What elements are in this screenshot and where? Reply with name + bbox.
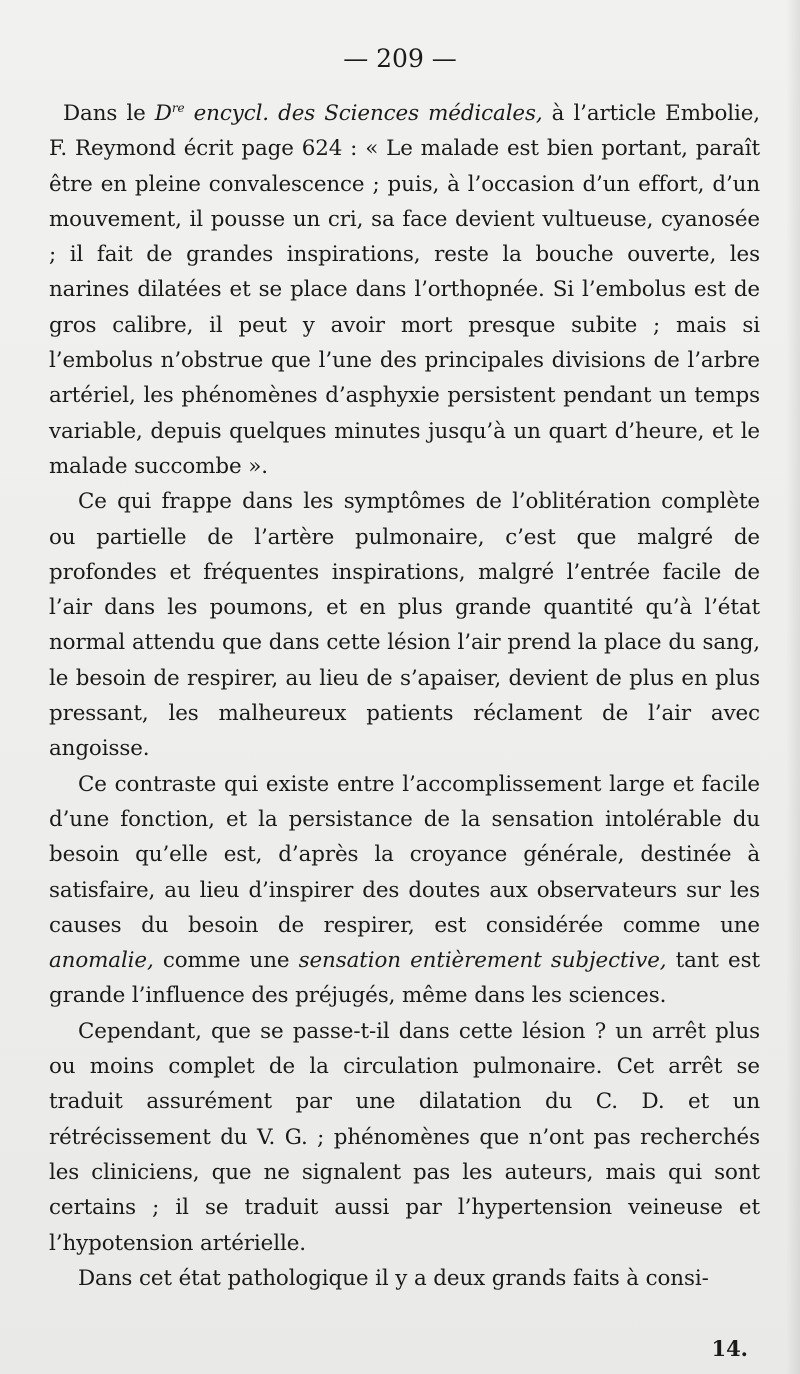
italic-text: encycl. des Sciences médicales, bbox=[184, 101, 543, 126]
italic-text: anomalie, bbox=[49, 948, 154, 974]
page-edge-shadow bbox=[786, 0, 800, 1374]
text-segment: Dans cet état pathologique il y a deux grands faits à consi- bbox=[78, 1265, 709, 1291]
italic-text: sensation entièrement subjective, bbox=[298, 948, 667, 974]
text-segment: tant est grande l’influence des préjugés, même dans les sciences. bbox=[49, 948, 760, 1009]
text-segment: comme une bbox=[153, 948, 299, 974]
paragraph bbox=[49, 96, 760, 484]
italic-text: D bbox=[154, 101, 172, 126]
text-segment: Cependant, que se passe-t-il dans cette lésion ? un arrêt plus ou moins complet de la circulation pulmonaire. Cet arrêt se traduit assurément par une dilatation du C. D. et un rétrécissement du V. G. ; phénomènes que n’ont pas recherchés les cliniciens, que ne signalent pas les auteurs, mais qui sont certains ; il se traduit aussi par l’hypertension veineuse et l’hypotension artérielle. bbox=[49, 1018, 760, 1256]
body-text bbox=[49, 96, 760, 1296]
signature-mark: 14. bbox=[711, 1336, 748, 1361]
paragraph bbox=[49, 484, 760, 766]
paragraph bbox=[49, 1261, 760, 1296]
text-segment: Dans le bbox=[63, 101, 155, 126]
text-segment: Ce qui frappe dans les symptômes de l’oblitération complète ou partielle de l’artère pulmonaire, c’est que malgré de profondes et fréquentes inspirations, malgré l’entrée facile de l’air dans les poumons, et en plus grande quantité qu’à l’état normal attendu que dans cette lésion l’air prend la place du sang, le besoin de respirer, au lieu de s’apaiser, devient de plus en plus pressant, les malheureux patients réclament de l’air avec angoisse. bbox=[49, 489, 760, 762]
paragraph bbox=[49, 767, 760, 1014]
page-number: — 209 — bbox=[343, 44, 457, 73]
text-segment: Ce contraste qui existe entre l’accomplissement large et facile d’une fonction, et la persistance de la sensation intolérable du besoin qu’elle est, d’après la croyance générale, destinée à satisfaire, au lieu d’inspirer des doutes aux observateurs sur les causes du besoin de respirer, est considérée comme une bbox=[49, 771, 760, 938]
italic-text: re bbox=[171, 100, 185, 115]
text-segment: à l’article Embolie, F. Reymond écrit page 624 : « Le malade est bien portant, paraît être en pleine convalescence ; puis, à l’occasion d’un effort, d’un mouvement, il pousse un cri, sa face devient vultueuse, cyanosée ; il fait de grandes inspirations, reste la bouche ouverte, les narines dilatées et se place dans l’orthopnée. Si l’embolus est de gros calibre, il peut y avoir mort presque subite ; mais si l’embolus n’obstrue que l’une des principales divisions de l’arbre artériel, les phénomènes d’asphyxie persistent pendant un temps variable, depuis quelques minutes jusqu’à un quart d’heure, et le malade succombe ». bbox=[49, 101, 760, 479]
paragraph bbox=[49, 1014, 760, 1261]
